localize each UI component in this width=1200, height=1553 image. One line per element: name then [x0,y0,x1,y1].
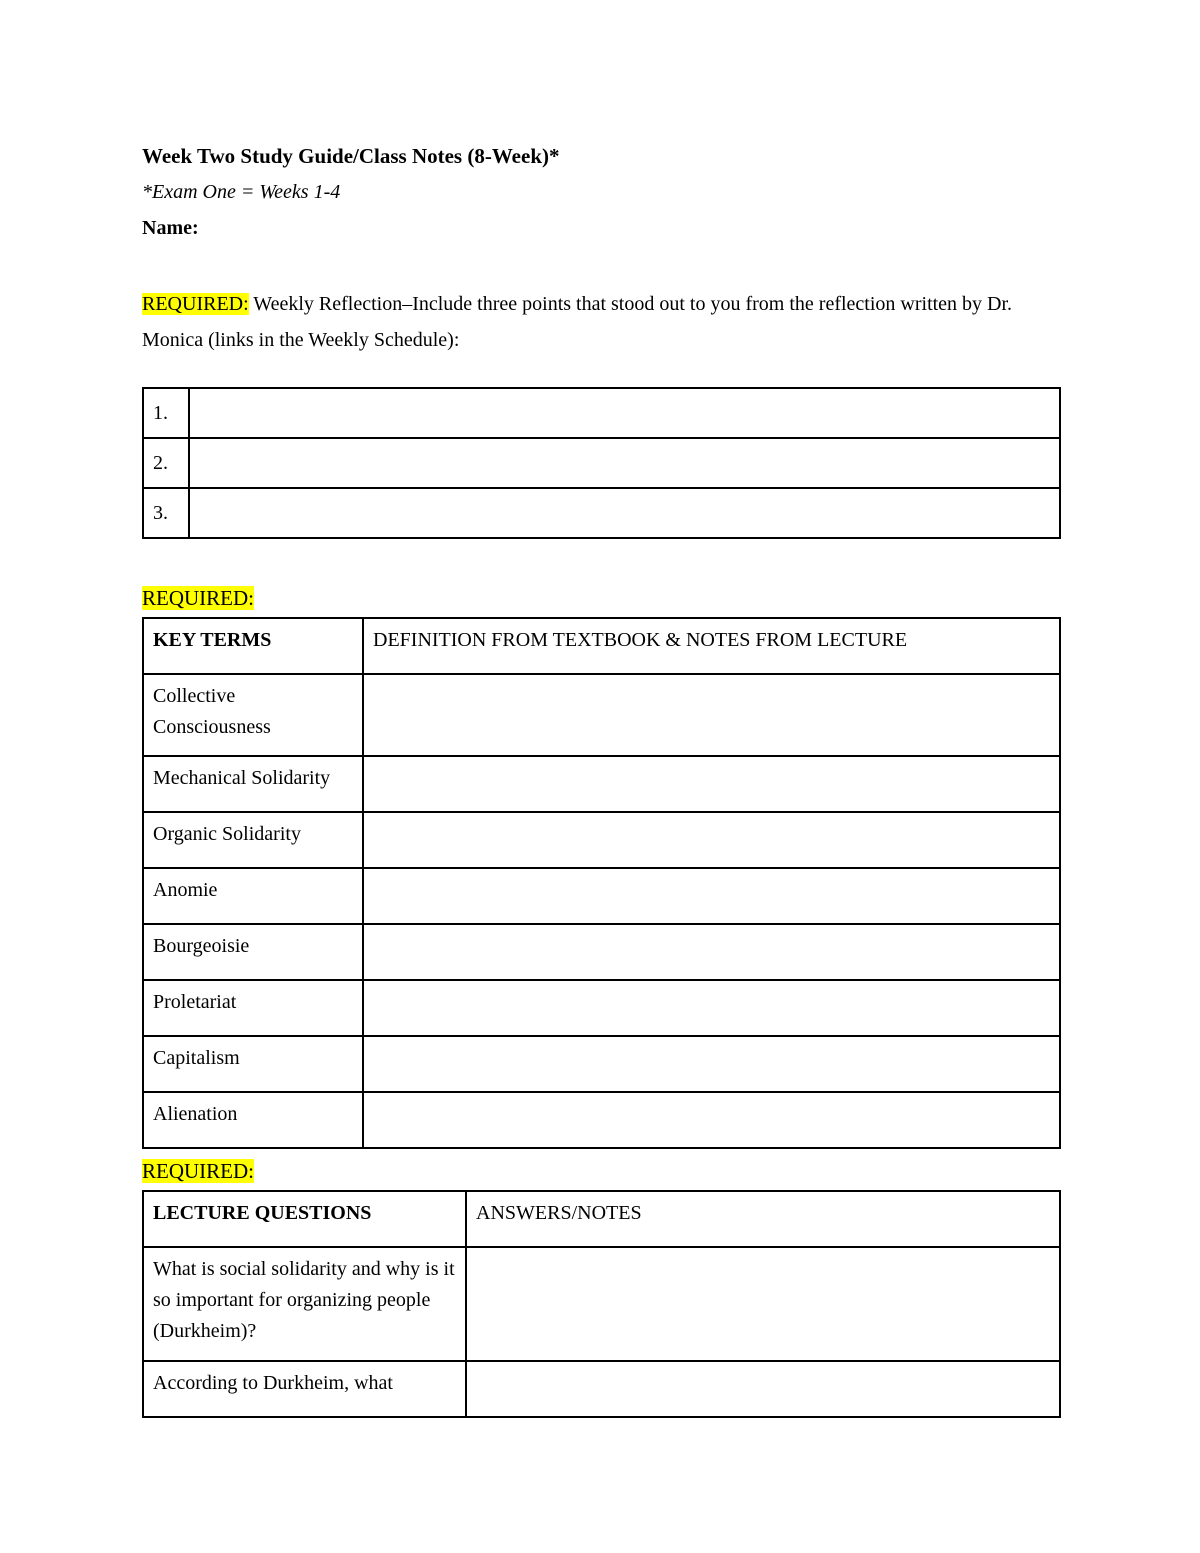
table-row [143,980,1060,1036]
answer-cell[interactable] [466,1361,1060,1417]
table-row [143,1092,1060,1148]
name-label: Name: [142,217,199,239]
reflection-text: Weekly Reflection–Include three points that stood out to you from the reflection written by Dr. Monica (links in the Weekly Schedule): [142,293,1013,351]
term-cell: Mechanical Solidarity [143,756,363,812]
answer-cell[interactable] [466,1247,1060,1361]
lecture-questions-table [142,1190,1061,1418]
table-row [143,1361,1060,1417]
term-cell: Collective Consciousness [143,674,363,756]
definition-cell[interactable] [363,924,1060,980]
table-row [143,812,1060,868]
row-number: 2. [143,438,189,488]
term-cell: Proletariat [143,980,363,1036]
definition-cell[interactable] [363,980,1060,1036]
table-row [143,1036,1060,1092]
required-highlight: REQUIRED: [142,1159,254,1183]
definition-cell[interactable] [363,756,1060,812]
table-row [143,388,1060,438]
row-number: 3. [143,488,189,538]
question-cell: What is social solidarity and why is it so important for organizing people (Durkheim)? [143,1247,466,1361]
reflection-instruction [142,286,1042,358]
key-terms-table [142,617,1061,1149]
header-lecture-questions: LECTURE QUESTIONS [143,1191,466,1247]
reflection-table [142,387,1061,539]
reflection-answer-cell[interactable] [189,488,1060,538]
table-row [143,438,1060,488]
term-cell: Anomie [143,868,363,924]
table-row [143,924,1060,980]
lecture-required [142,1159,254,1184]
exam-note: *Exam One = Weeks 1-4 [142,181,341,203]
term-cell: Capitalism [143,1036,363,1092]
header-definition: DEFINITION FROM TEXTBOOK & NOTES FROM LECTURE [363,618,1060,674]
header-answers: ANSWERS/NOTES [466,1191,1060,1247]
table-header-row [143,618,1060,674]
required-highlight: REQUIRED: [142,293,249,315]
table-header-row [143,1191,1060,1247]
table-row [143,868,1060,924]
header-key-terms: KEY TERMS [143,618,363,674]
definition-cell[interactable] [363,868,1060,924]
definition-cell[interactable] [363,1092,1060,1148]
key-terms-required [142,586,254,611]
question-cell: According to Durkheim, what [143,1361,466,1417]
table-row [143,488,1060,538]
definition-cell[interactable] [363,812,1060,868]
required-highlight: REQUIRED: [142,586,254,610]
table-row [143,1247,1060,1361]
reflection-answer-cell[interactable] [189,388,1060,438]
term-cell: Organic Solidarity [143,812,363,868]
table-row [143,674,1060,756]
row-number: 1. [143,388,189,438]
definition-cell[interactable] [363,674,1060,756]
term-cell: Bourgeoisie [143,924,363,980]
definition-cell[interactable] [363,1036,1060,1092]
term-cell: Alienation [143,1092,363,1148]
page-title: Week Two Study Guide/Class Notes (8-Week)* [142,144,560,168]
table-row [143,756,1060,812]
reflection-answer-cell[interactable] [189,438,1060,488]
